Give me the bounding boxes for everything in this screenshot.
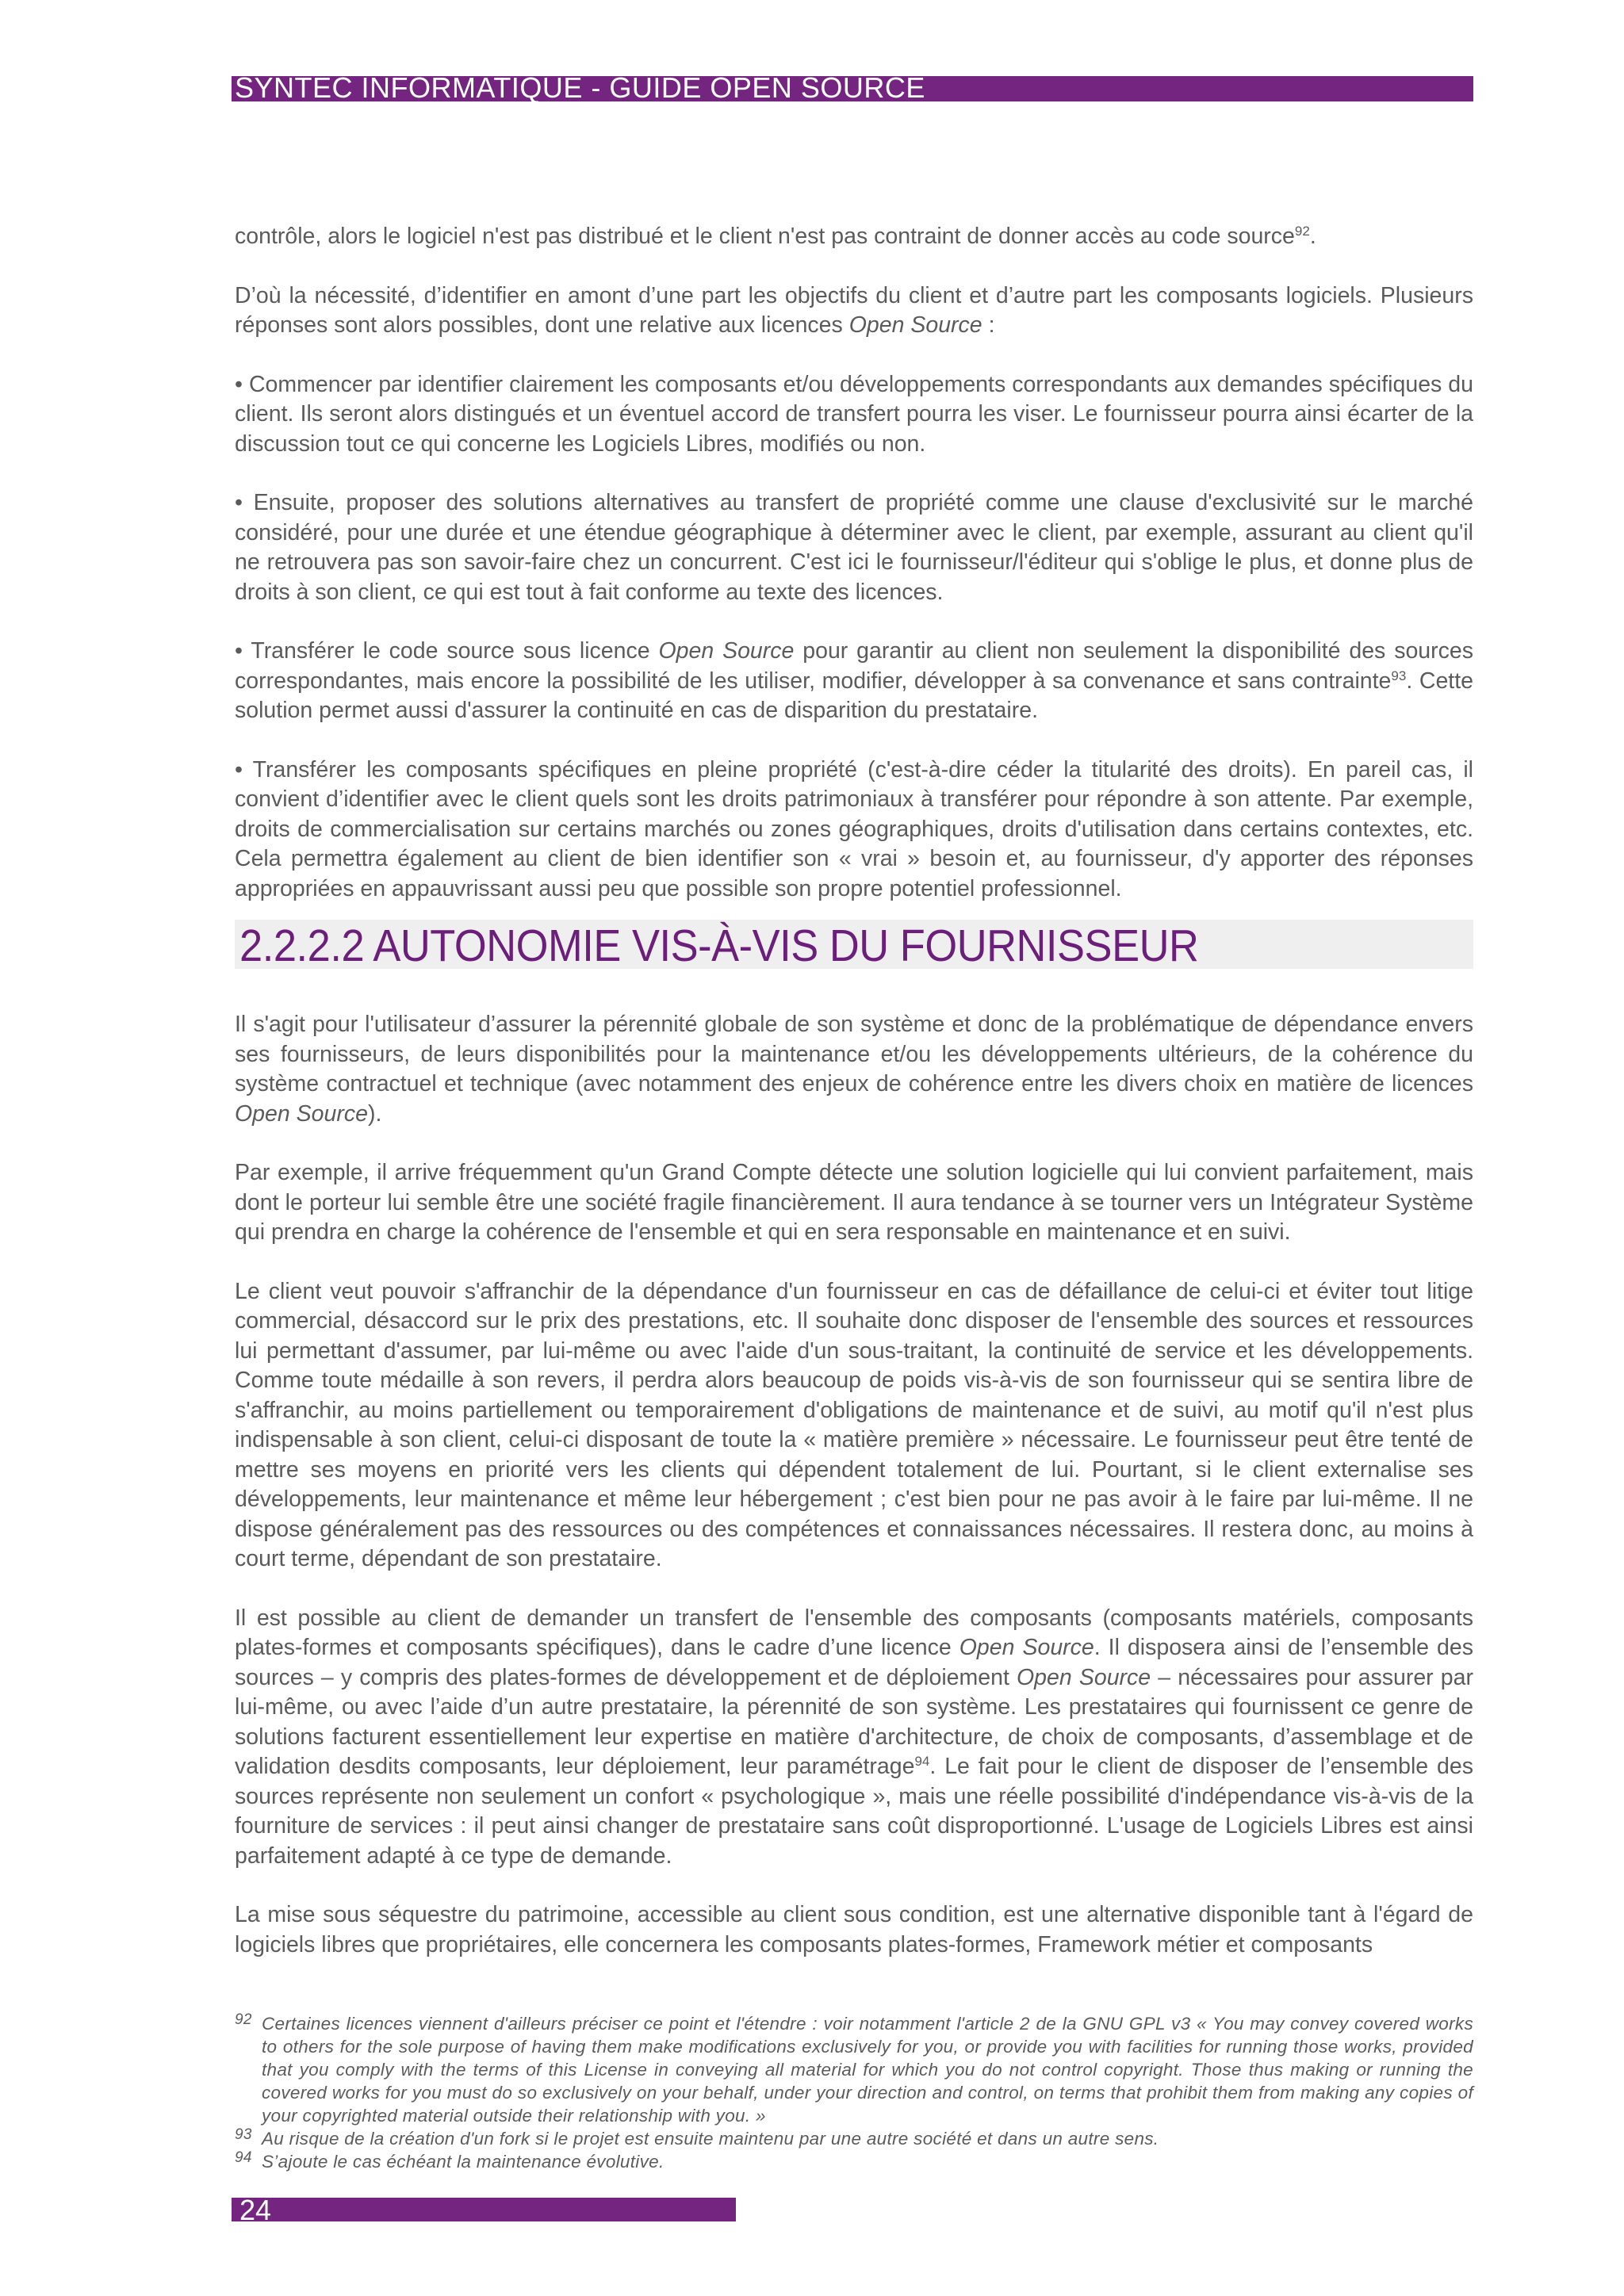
paragraph-7: Il s'agit pour l'utilisateur d’assurer la pérennité globale de son système et donc de la problématique de dépendance envers ses fournisseurs, de leurs disponibilités pour la maintenance et/ou les développements ultérieurs, de la cohérence du système contractuel et technique (avec notamment des enjeux de cohérence entre les divers choix en matière de licences Open Source). bbox=[235, 1012, 1473, 1127]
main-content bbox=[235, 222, 1473, 1989]
footnote-93 bbox=[235, 2127, 1473, 2150]
bullet-paragraph-1: • Commencer par identifier clairement les composants et/ou développements correspondants aux demandes spécifiques du client. Ils seront alors distingués et un éventuel accord de transfert pourra les viser. Le fournisseur pourra ainsi écarter de la discussion tout ce qui concerne les Logiciels Libres, modifiés ou non. bbox=[235, 371, 1473, 457]
paragraph-11: La mise sous séquestre du patrimoine, accessible au client sous condition, est une alternative disponible tant à l'égard de logiciels libres que propriétaires, elle concernera les composants plates-formes, Framework métier et composants bbox=[235, 1902, 1473, 1957]
footnote-number: 94 bbox=[235, 2149, 252, 2166]
footnote-text: S’ajoute le cas échéant la maintenance évolutive. bbox=[262, 2152, 665, 2172]
paragraph-8: Par exemple, il arrive fréquemment qu'un Grand Compte détecte une solution logicielle qui lui convient parfaitement, mais dont le porteur lui semble être une société fragile financièrement. Il aura tendance à se tourner vers un Intégrateur Système qui prendra en charge la cohérence de l'ensemble et qui en sera responsable en maintenance et en suivi. bbox=[235, 1160, 1473, 1245]
footnote-ref-93[interactable]: 93 bbox=[1391, 668, 1407, 683]
bullet-paragraph-4: • Transférer les composants spécifiques en pleine propriété (c'est-à-dire céder la titularité des droits). En pareil cas, il convient d’identifier avec le client quels sont les droits patrimoniaux à transférer pour répondre à son attente. Par exemple, droits de commercialisation sur certains marchés ou zones géographiques, droits d'utilisation dans certains contextes, etc. Cela permettra également au client de bien identifier son « vrai » besoin et, au fournisseur, d'y apporter des réponses appropriées en appauvrissant aussi peu que possible son propre potentiel professionnel. bbox=[235, 756, 1473, 901]
footnote-text: Certaines licences viennent d'ailleurs préciser ce point et l'étendre : voir notamment l'article 2 de la GNU GPL v3 « You may convey covered works to others for the sole purpose of having them make modifications exclusively for you, or provide you with facilities for running those works, provided that you comply with the terms of this License in conveying all material for which you do not control copyright. Those thus making or running the covered works for you must do so exclusively on your behalf, under your direction and control, on terms that prohibit them from making any copies of your copyrighted material outside their relationship with you. » bbox=[262, 2014, 1473, 2126]
bullet-paragraph-2: • Ensuite, proposer des solutions alternatives au transfert de propriété comme une clause d'exclusivité sur le marché considéré, pour une durée et une étendue géographique à déterminer avec le client, par exemple, assurant au client qu'il ne retrouvera pas son savoir-faire chez un concurrent. C'est ici le fournisseur/l'éditeur qui s'oblige le plus, et donne plus de droits à son client, ce qui est tout à fait conforme au texte des licences. bbox=[235, 490, 1473, 605]
bullet-paragraph-3: • Transférer le code source sous licence Open Source pour garantir au client non seulement la disponibilité des sources correspondantes, mais encore la possibilité de les utiliser, modifier, développer à sa convenance et sans contrainte$^{93}$. Cette solution permet aussi d'assurer la continuité en cas de disparition du prestataire. bbox=[235, 638, 1473, 723]
footnote-text: Au risque de la création d'un fork si le projet est ensuite maintenu par une autre société et dans un autre sens. bbox=[262, 2129, 1159, 2149]
section-heading: 2.2.2.2 AUTONOMIE VIS-À-VIS DU FOURNISSEUR bbox=[239, 920, 1199, 971]
footnote-92 bbox=[235, 2012, 1473, 2127]
page-number: 24 bbox=[239, 2194, 272, 2226]
footnote-ref-92[interactable]: 92 bbox=[1294, 224, 1310, 239]
footnote-94 bbox=[235, 2150, 1473, 2173]
paragraph-10: Il est possible au client de demander un transfert de l'ensemble des composants (composants matériels, composants plates-formes et composants spécifiques), dans le cadre d’une licence Open Source. Il disposera ainsi de l’ensemble des sources – y compris des plates-formes de développement et de déploiement Open Source – nécessaires pour assurer par lui-même, ou avec l’aide d’un autre prestataire, la pérennité de son système. Les prestataires qui fournissent ce genre de solutions facturent essentiellement leur expertise en matière d'architecture, de choix de composants, d’assemblage et de validation desdits composants, leur déploiement, leur paramétrage$^{94}$. Le fait pour le client de disposer de l’ensemble des sources représente non seulement un confort « psychologique », mais une réelle possibilité d'indépendance vis-à-vis de la fourniture de services : il peut ainsi changer de prestataire sans coût disproportionné. L'usage de Logiciels Libres est ainsi parfaitement adapté à ce type de demande. bbox=[235, 1605, 1473, 1869]
footnote-number: 92 bbox=[235, 2011, 252, 2028]
footnote-number: 93 bbox=[235, 2126, 252, 2143]
footer-bar bbox=[232, 2198, 736, 2221]
running-header: SYNTEC INFORMATIQUE - GUIDE OPEN SOURCE bbox=[235, 71, 925, 104]
section-heading-band bbox=[235, 920, 1473, 969]
paragraph-1: contrôle, alors le logiciel n'est pas distribué et le client n'est pas contraint de donner accès au code source$^{92}$. bbox=[235, 224, 1316, 249]
footnotes bbox=[235, 2012, 1473, 2173]
paragraph-9: Le client veut pouvoir s'affranchir de la dépendance d'un fournisseur en cas de défaillance de celui-ci et éviter tout litige commercial, désaccord sur le prix des prestations, etc. Il souhaite donc disposer de l'ensemble des sources et ressources lui permettant d'assumer, par lui-même ou avec l'aide d'un sous-traitant, la continuité de service et les développements. Comme toute médaille à son revers, il perdra alors beaucoup de poids vis-à-vis de son fournisseur qui se sentira libre de s'affranchir, au moins partiellement ou temporairement d'obligations de maintenance et de suivi, au motif qu'il n'est plus indispensable à son client, celui-ci disposant de toute la « matière première » nécessaire. Le fournisseur peut être tenté de mettre ses moyens en priorité vers les clients qui dépendent totalement de lui. Pourtant, si le client externalise ses développements, leur maintenance et même leur hébergement ; c'est bien pour ne pas avoir à le faire par lui-même. Il ne dispose généralement pas des ressources ou des compétences et connaissances nécessaires. Il restera donc, au moins à court terme, dépendant de son prestataire. bbox=[235, 1278, 1473, 1571]
paragraph-2: D’où la nécessité, d’identifier en amont d’une part les objectifs du client et d’autre part les composants logiciels. Plusieurs réponses sont alors possibles, dont une relative aux licences Open Source : bbox=[235, 282, 1473, 338]
footnote-ref-94[interactable]: 94 bbox=[914, 1754, 930, 1769]
